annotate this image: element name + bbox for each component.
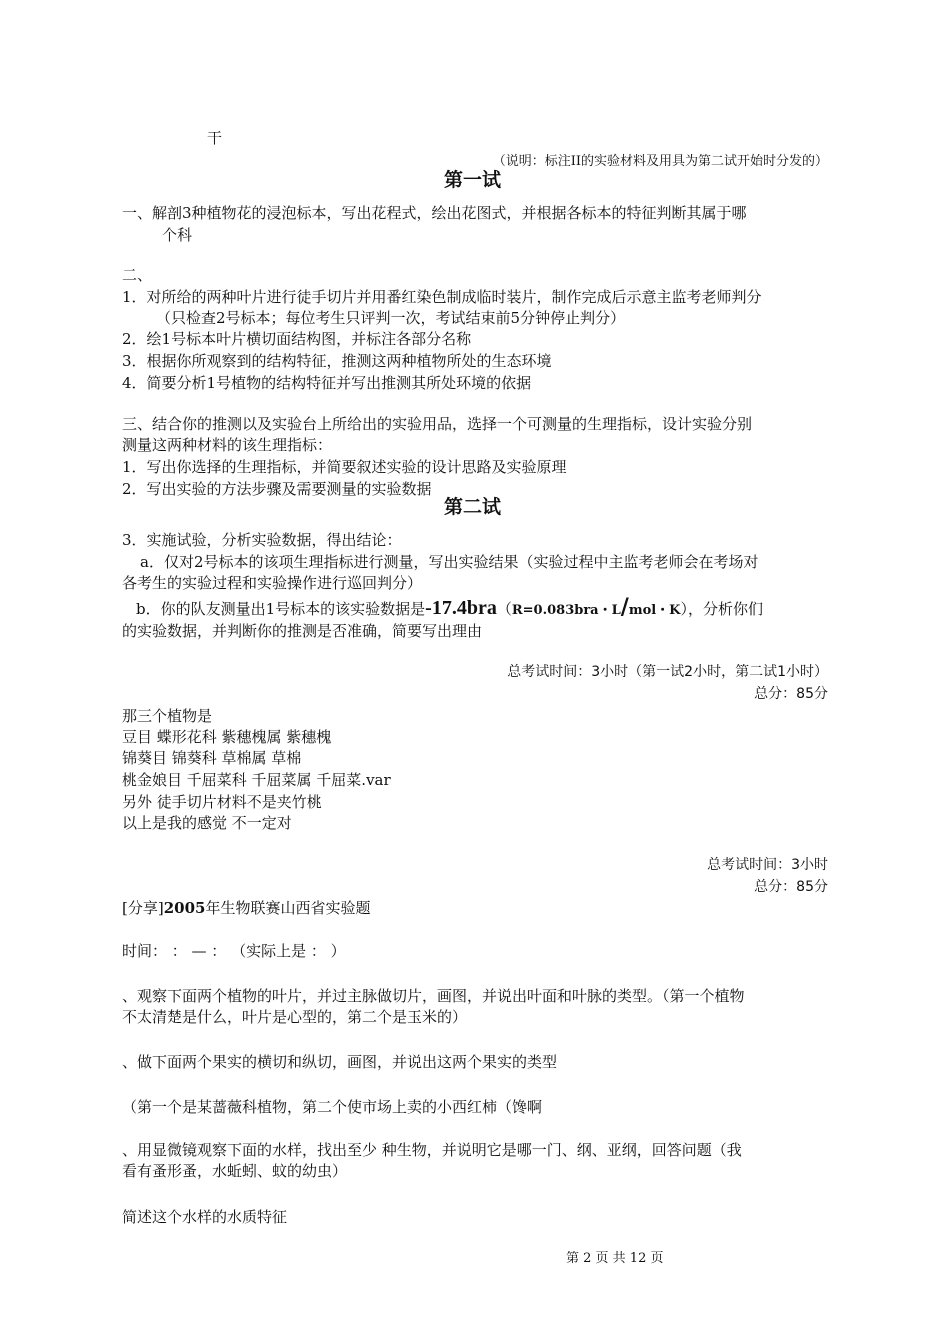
t2-item3: 3．实施试验，分析实验数据，得出结论：: [122, 531, 402, 549]
test2-title: 第二试: [444, 496, 502, 518]
materials-note: （说明：标注II的实验材料及用具为第二试开始时分发的）: [492, 154, 828, 169]
plant-2: 锦葵目 锦葵科 草棉属 草棉: [122, 749, 302, 767]
t2-b-r-constant: R=0.083bra・L: [511, 603, 621, 618]
total-time-2: 总考试时间：3小时: [707, 857, 828, 873]
plants-intro: 那三个植物是: [122, 707, 213, 725]
page-footer: 第 2 页 共 12 页: [566, 1251, 664, 1266]
q1-line1: 一、解剖3种植物花的浸泡标本，写出花程式，绘出花图式，并根据各标本的特征判断其属于哪: [122, 204, 747, 222]
t2-b-line2: 的实验数据，并判断你的推测是否准确，简要写出理由: [122, 622, 483, 640]
extra-note: 另外 徒手切片材料不是夹竹桃: [122, 793, 322, 811]
t2-b-slash: /: [620, 594, 629, 620]
share-prefix: [分享]: [122, 899, 164, 917]
q2-label: 二、: [122, 266, 153, 284]
time-line: 时间： ： — ： （实际上是 ： ）: [122, 942, 346, 960]
t2-b-paren-open: （: [496, 600, 512, 618]
q2-item3: 3．根据你所观察到的结构特征，推测这两种植物所处的生态环境: [122, 352, 552, 370]
obs1-line1: 、观察下面两个植物的叶片，并过主脉做切片，画图，并说出叶面和叶脉的类型。（第一个植物: [122, 987, 745, 1005]
obs3-line1: 、用显微镜观察下面的水样，找出至少 种生物，并说明它是哪一门、纲、亚纲，回答问题（我: [122, 1141, 742, 1159]
t2-b-value: -17.4bra: [425, 597, 497, 619]
t2-b-line1: [136, 594, 763, 624]
q2-item2: 2．绘1号标本叶片横切面结构图，并标注各部分名称: [122, 330, 472, 348]
t2-a-line1: a．仅对2号标本的该项生理指标进行测量，写出实验结果（实验过程中主监考老师会在考场对: [140, 553, 759, 571]
q2-item4: 4．简要分析1号植物的结构特征并写出推测其所处环境的依据: [122, 374, 532, 392]
total-score-1: 总分：85分: [754, 686, 828, 702]
t2-b-mol-unit: mol・K: [628, 603, 681, 618]
plant-1: 豆目 蝶形花科 紫穗槐属 紫穗槐: [122, 728, 332, 746]
water-quality-line: 简述这个水样的水质特征: [122, 1208, 288, 1226]
stray-character: 干: [207, 129, 223, 147]
obs2-note: （第一个是某蔷薇科植物，第二个使市场上卖的小西红柿（馋啊: [122, 1098, 543, 1116]
plant-3: 桃金娘目 千屈菜科 千屈菜属 千屈菜.var: [122, 771, 391, 789]
feeling-note: 以上是我的感觉 不一定对: [122, 814, 292, 832]
obs2-line: 、做下面两个果实的横切和纵切，画图，并说出这两个果实的类型: [122, 1053, 558, 1071]
q2-item1-line1: 1．对所给的两种叶片进行徒手切片并用番红染色制成临时装片，制作完成后示意主监考老师判分: [122, 288, 762, 306]
t2-a-line2: 各考生的实验过程和实验操作进行巡回判分）: [122, 574, 423, 592]
q3-line1: 三、结合你的推测以及实验台上所给出的实验用品，选择一个可测量的生理指标，设计实验分别: [122, 415, 753, 433]
share-title: [122, 898, 370, 918]
q3-item1: 1．写出你选择的生理指标，并简要叙述实验的设计思路及实验原理: [122, 458, 567, 476]
total-score-2: 总分：85分: [754, 879, 828, 895]
obs1-line2: 不太清楚是什么，叶片是心型的，第二个是玉米的）: [122, 1008, 468, 1026]
share-year: 2005: [163, 899, 206, 917]
q2-item1-line2: （只检查2号标本；每位考生只评判一次，考试结束前5分钟停止判分）: [156, 309, 626, 327]
q3-line2: 测量这两种材料的该生理指标：: [122, 436, 333, 454]
obs3-line2: 看有蚤形蚤，水蚯蚓、蚊的幼虫）: [122, 1162, 348, 1180]
total-time-1: 总考试时间：3小时（第一试2小时，第二试1小时）: [507, 664, 828, 680]
t2-b-suffix: ），分析你们: [680, 600, 763, 618]
share-rest: 年生物联赛山西省实验题: [205, 899, 371, 917]
t2-b-prefix: b．你的队友测量出1号标本的该实验数据是: [136, 600, 426, 618]
q1-line2: 个科: [162, 226, 193, 244]
test1-title: 第一试: [444, 169, 502, 191]
q3-item2: 2．写出实验的方法步骤及需要测量的实验数据: [122, 480, 432, 498]
